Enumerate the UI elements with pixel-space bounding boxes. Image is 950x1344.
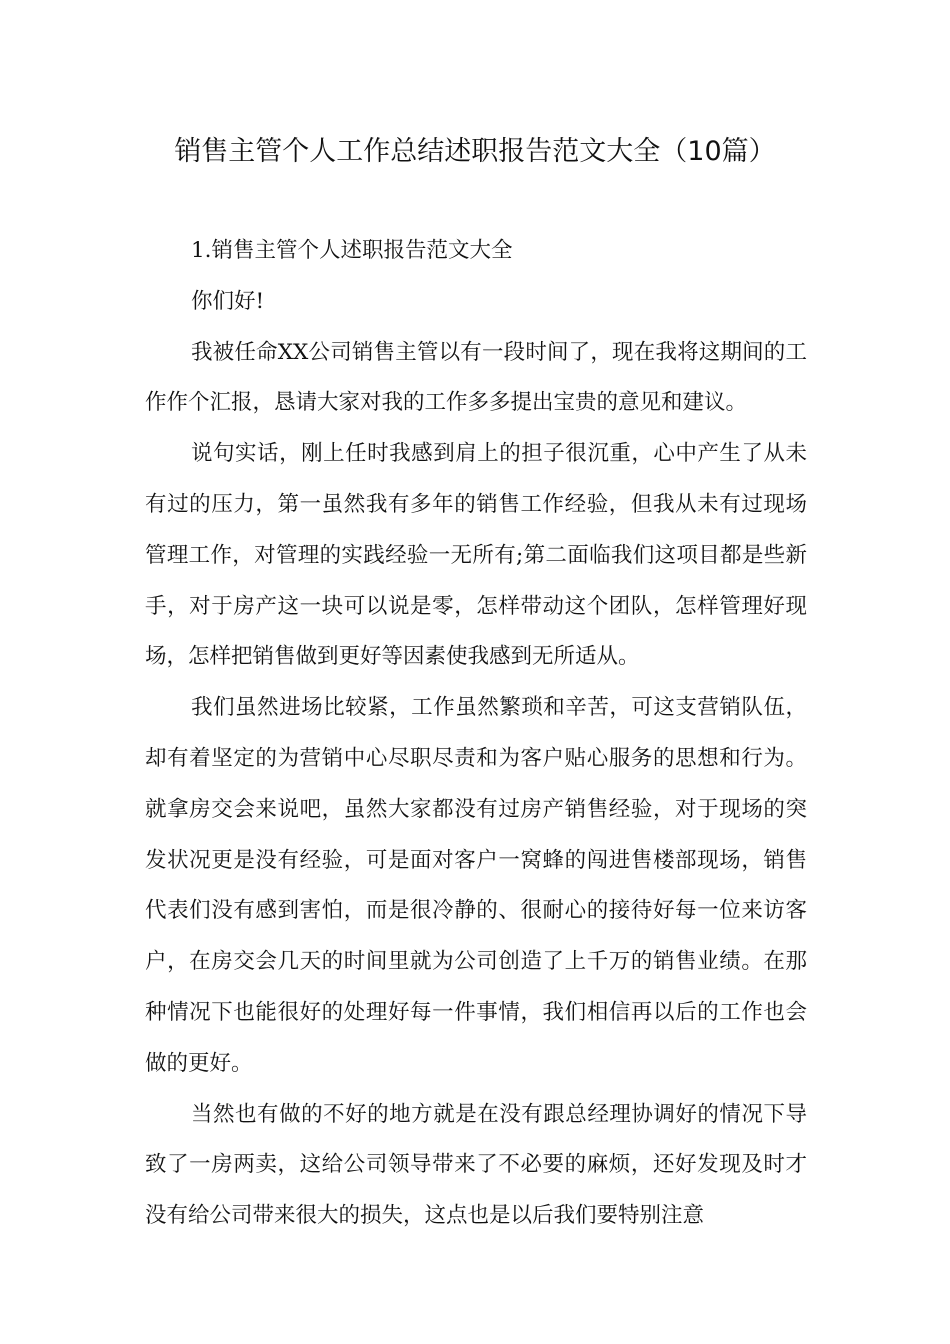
- paragraph: 当然也有做的不好的地方就是在没有跟总经理协调好的情况下导致了一房两卖，这给公司领导带来了不必要的麻烦，还好发现及时才没有给公司带来很大的损失，这点也是以后我们要特别注意: [145, 1101, 807, 1229]
- document-body: [145, 226, 807, 1242]
- paragraph: 说句实话，刚上任时我感到肩上的担子很沉重，心中产生了从未有过的压力，第一虽然我有多年的销售工作经验，但我从未有过现场管理工作，对管理的实践经验一无所有;第二面临我们这项目都是些新手，对于房产这一块可以说是零，怎样带动这个团队，怎样管理好现场，怎样把销售做到更好等因素使我感到无所适从。: [145, 441, 807, 670]
- section-heading: 1.销售主管个人述职报告范文大全: [191, 238, 513, 263]
- greeting: 你们好!: [191, 288, 265, 314]
- paragraph: 我们虽然进场比较紧，工作虽然繁琐和辛苦，可这支营销队伍，却有着坚定的为营销中心尽职尽责和为客户贴心服务的思想和行为。就拿房交会来说吧，虽然大家都没有过房产销售经验，对于现场的突发状况更是没有经验，可是面对客户一窝蜂的闯进售楼部现场，销售代表们没有感到害怕，而是很冷静的、很耐心的接待好每一位来访客户，在房交会几天的时间里就为公司创造了上千万的销售业绩。在那种情况下也能很好的处理好每一件事情，我们相信再以后的工作也会做的更好。: [145, 695, 807, 1076]
- document-title: 销售主管个人工作总结述职报告范文大全（10篇）: [174, 136, 776, 167]
- paragraph: 我被任命XX公司销售主管以有一段时间了，现在我将这期间的工作作个汇报，恳请大家对我的工作多多提出宝贵的意见和建议。: [145, 339, 807, 416]
